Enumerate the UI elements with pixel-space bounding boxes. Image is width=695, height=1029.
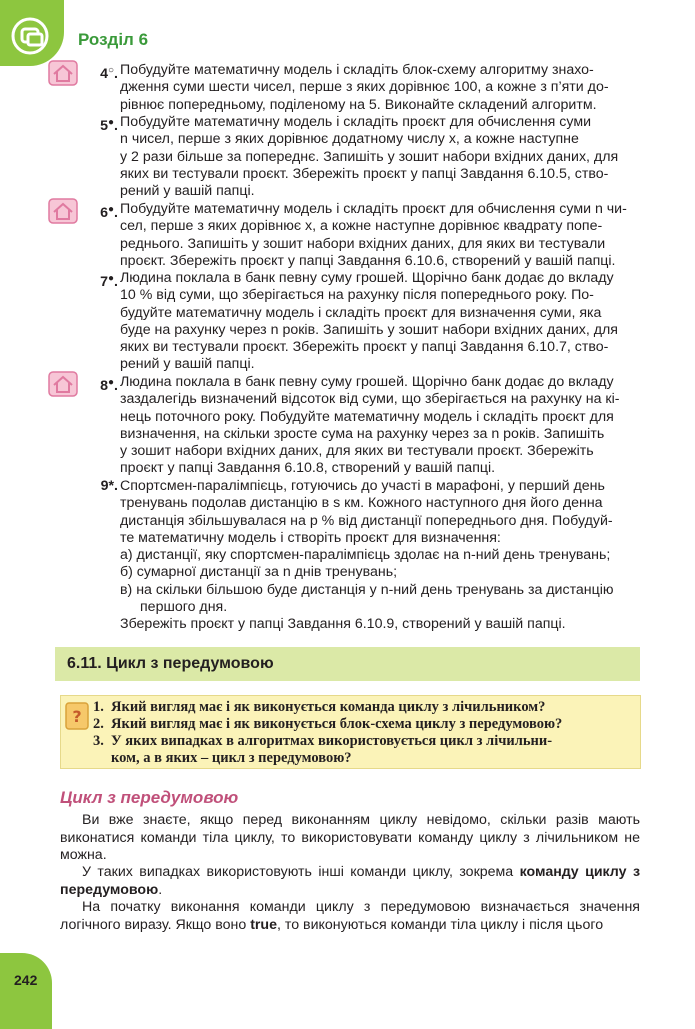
task-line: проєкт. Збережіть проєкт у папці Завдання 6.10.6, створений у вашій папці.: [120, 252, 616, 269]
page-number-tab: [0, 953, 52, 1029]
task-line: у 2 рази більше за попереднє. Запишіть у зошит набори вхідних даних, для: [120, 148, 619, 165]
task-number: 9*.: [100, 478, 118, 494]
task-line: те математичну модель і створіть проєкт для визначення:: [120, 529, 501, 546]
task-line: дистанція збільшувалася на p % від дистанції попереднього дня. Побудуй-: [120, 512, 613, 529]
home-task-icon: [48, 60, 78, 86]
task-line: нець поточного року. Побудуйте математичну модель і складіть проєкт для: [120, 408, 614, 425]
task-line: 10 % від суми, що зберігається на рахунку після попереднього року. По-: [120, 287, 594, 304]
task-7: [100, 270, 640, 374]
section-header: [55, 647, 640, 681]
task-line: дження суми шести чисел, перше з яких дорівнює 100, а кожне з п’яти до-: [120, 79, 609, 96]
subheading: Цикл з передумовою: [60, 788, 239, 807]
task-8: [100, 374, 640, 478]
task-line: будуйте математичну модель і складіть проєкт для визначення суми, яка: [120, 304, 602, 321]
task-line: рений у вашій папці.: [120, 183, 255, 200]
task-number: 8●.: [100, 377, 118, 394]
task-line: реднього. Запишіть у зошит набори вхідних даних, для яких ви тестували: [120, 235, 606, 252]
task-number: 7●.: [100, 273, 118, 290]
task-line: Спортсмен-паралімпієць, готуючись до участі в марафоні, у перший день: [120, 478, 605, 494]
task-line: проєкт у папці Завдання 6.10.8, створений у вашій папці.: [120, 460, 496, 477]
task-subitem: а) дистанції, яку спортсмен-паралімпієць здолає на n-ний день тренувань;: [120, 547, 611, 564]
task-line: n чисел, перше з яких дорівнює додатному числу x, а кожне наступне: [120, 131, 579, 148]
chapter-corner-tab: [0, 0, 64, 66]
task-line: буде на рахунку через n років. Запишіть у зошит набори вхідних даних, для: [120, 321, 618, 338]
task-line: рівнює попередньому, поділеному на 5. Виконайте складений алгоритм.: [120, 96, 597, 113]
question-item: 2. Який вигляд має і як виконується блок-схема циклу з передумовою?: [93, 716, 563, 732]
task-number: 5●.: [100, 117, 118, 134]
question-item-continuation: ком, а в яких – цикл з передумовою?: [111, 750, 352, 766]
task-line: у зошит набори вхідних даних, для яких ви тестували проєкт. Збережіть: [120, 443, 594, 460]
task-subitem: б) сумарної дистанції за n днів тренувань;: [120, 564, 398, 581]
task-line: заздалегідь визначений відсоток від суми, що зберігається на рахунку на кі-: [120, 391, 620, 408]
task-line: Побудуйте математичну модель і складіть проєкт для обчислення суми: [120, 114, 592, 130]
task-6: [100, 201, 640, 270]
chapter-icon: [10, 16, 50, 56]
home-task-icon: [48, 371, 78, 397]
task-9: [100, 478, 640, 634]
home-task-icon: [48, 198, 78, 224]
task-line: визначення, на скільки зросте сума на рахунку через за n років. Запишіть: [120, 425, 605, 442]
svg-text:?: ?: [72, 707, 82, 726]
task-line: яких ви тестували проєкт. Збережіть проєкт у папці Завдання 6.10.7, ство-: [120, 339, 609, 356]
task-number: 4○.: [100, 65, 118, 82]
task-subitem: в) на скільки більшою буде дистанція у n-ний день тренувань за дистанцію першого дня.: [120, 581, 614, 616]
section-heading: 6.11. Цикл з передумовою: [67, 655, 274, 672]
chapter-title: Розділ 6: [78, 30, 149, 49]
task-line: тренувань подолав дистанцію в s км. Кожного наступного дня його денна: [120, 495, 603, 512]
body-paragraph: У таких випадках використовують інші команди циклу, зокрема командy циклу з передумовою.: [60, 864, 640, 898]
review-questions-box: [60, 695, 641, 769]
task-line: Людина поклала в банк певну суму грошей. Щорічно банк додає до вкладу: [120, 374, 614, 390]
question-icon: [65, 702, 89, 730]
question-item: 3. У яких випадках в алгоритмах використовується цикл з лічильни-: [93, 733, 553, 749]
task-line: яких ви тестували проєкт. Збережіть проєкт у папці Завдання 6.10.5, ство-: [120, 165, 609, 182]
task-line: сел, перше з яких дорівнює x, а кожне наступне дорівнює квадрату попе-: [120, 218, 603, 235]
task-line: Побудуйте математичну модель і складіть блок-схему алгоритму знахо-: [120, 62, 594, 78]
task-closing: Збережіть проєкт у папці Завдання 6.10.9, створений у вашій папці.: [120, 616, 566, 633]
task-4: [100, 62, 640, 114]
body-paragraph: На початку виконання команди циклу з передумовою визначається значення логічного виразу. Якщо воно true, то виконуються команди тіла циклу і після цього: [60, 899, 640, 933]
task-line: Людина поклала в банк певну суму грошей. Щорічно банк додає до вкладу: [120, 270, 614, 286]
task-line: рений у вашій папці.: [120, 356, 255, 373]
task-5: [100, 114, 640, 200]
body-paragraph: Ви вже знаєте, якщо перед виконанням циклу невідомо, скільки разів мають виконатися команди тіла циклу, то використовувати команду циклу з лічильником не можна.: [60, 812, 640, 863]
task-number: 6●.: [100, 204, 118, 221]
page-number: 242: [14, 972, 38, 988]
question-item: 1. Який вигляд має і як виконується команда циклу з лічильником?: [93, 699, 546, 715]
task-line: Побудуйте математичну модель і складіть проєкт для обчислення суми n чи-: [120, 201, 627, 217]
